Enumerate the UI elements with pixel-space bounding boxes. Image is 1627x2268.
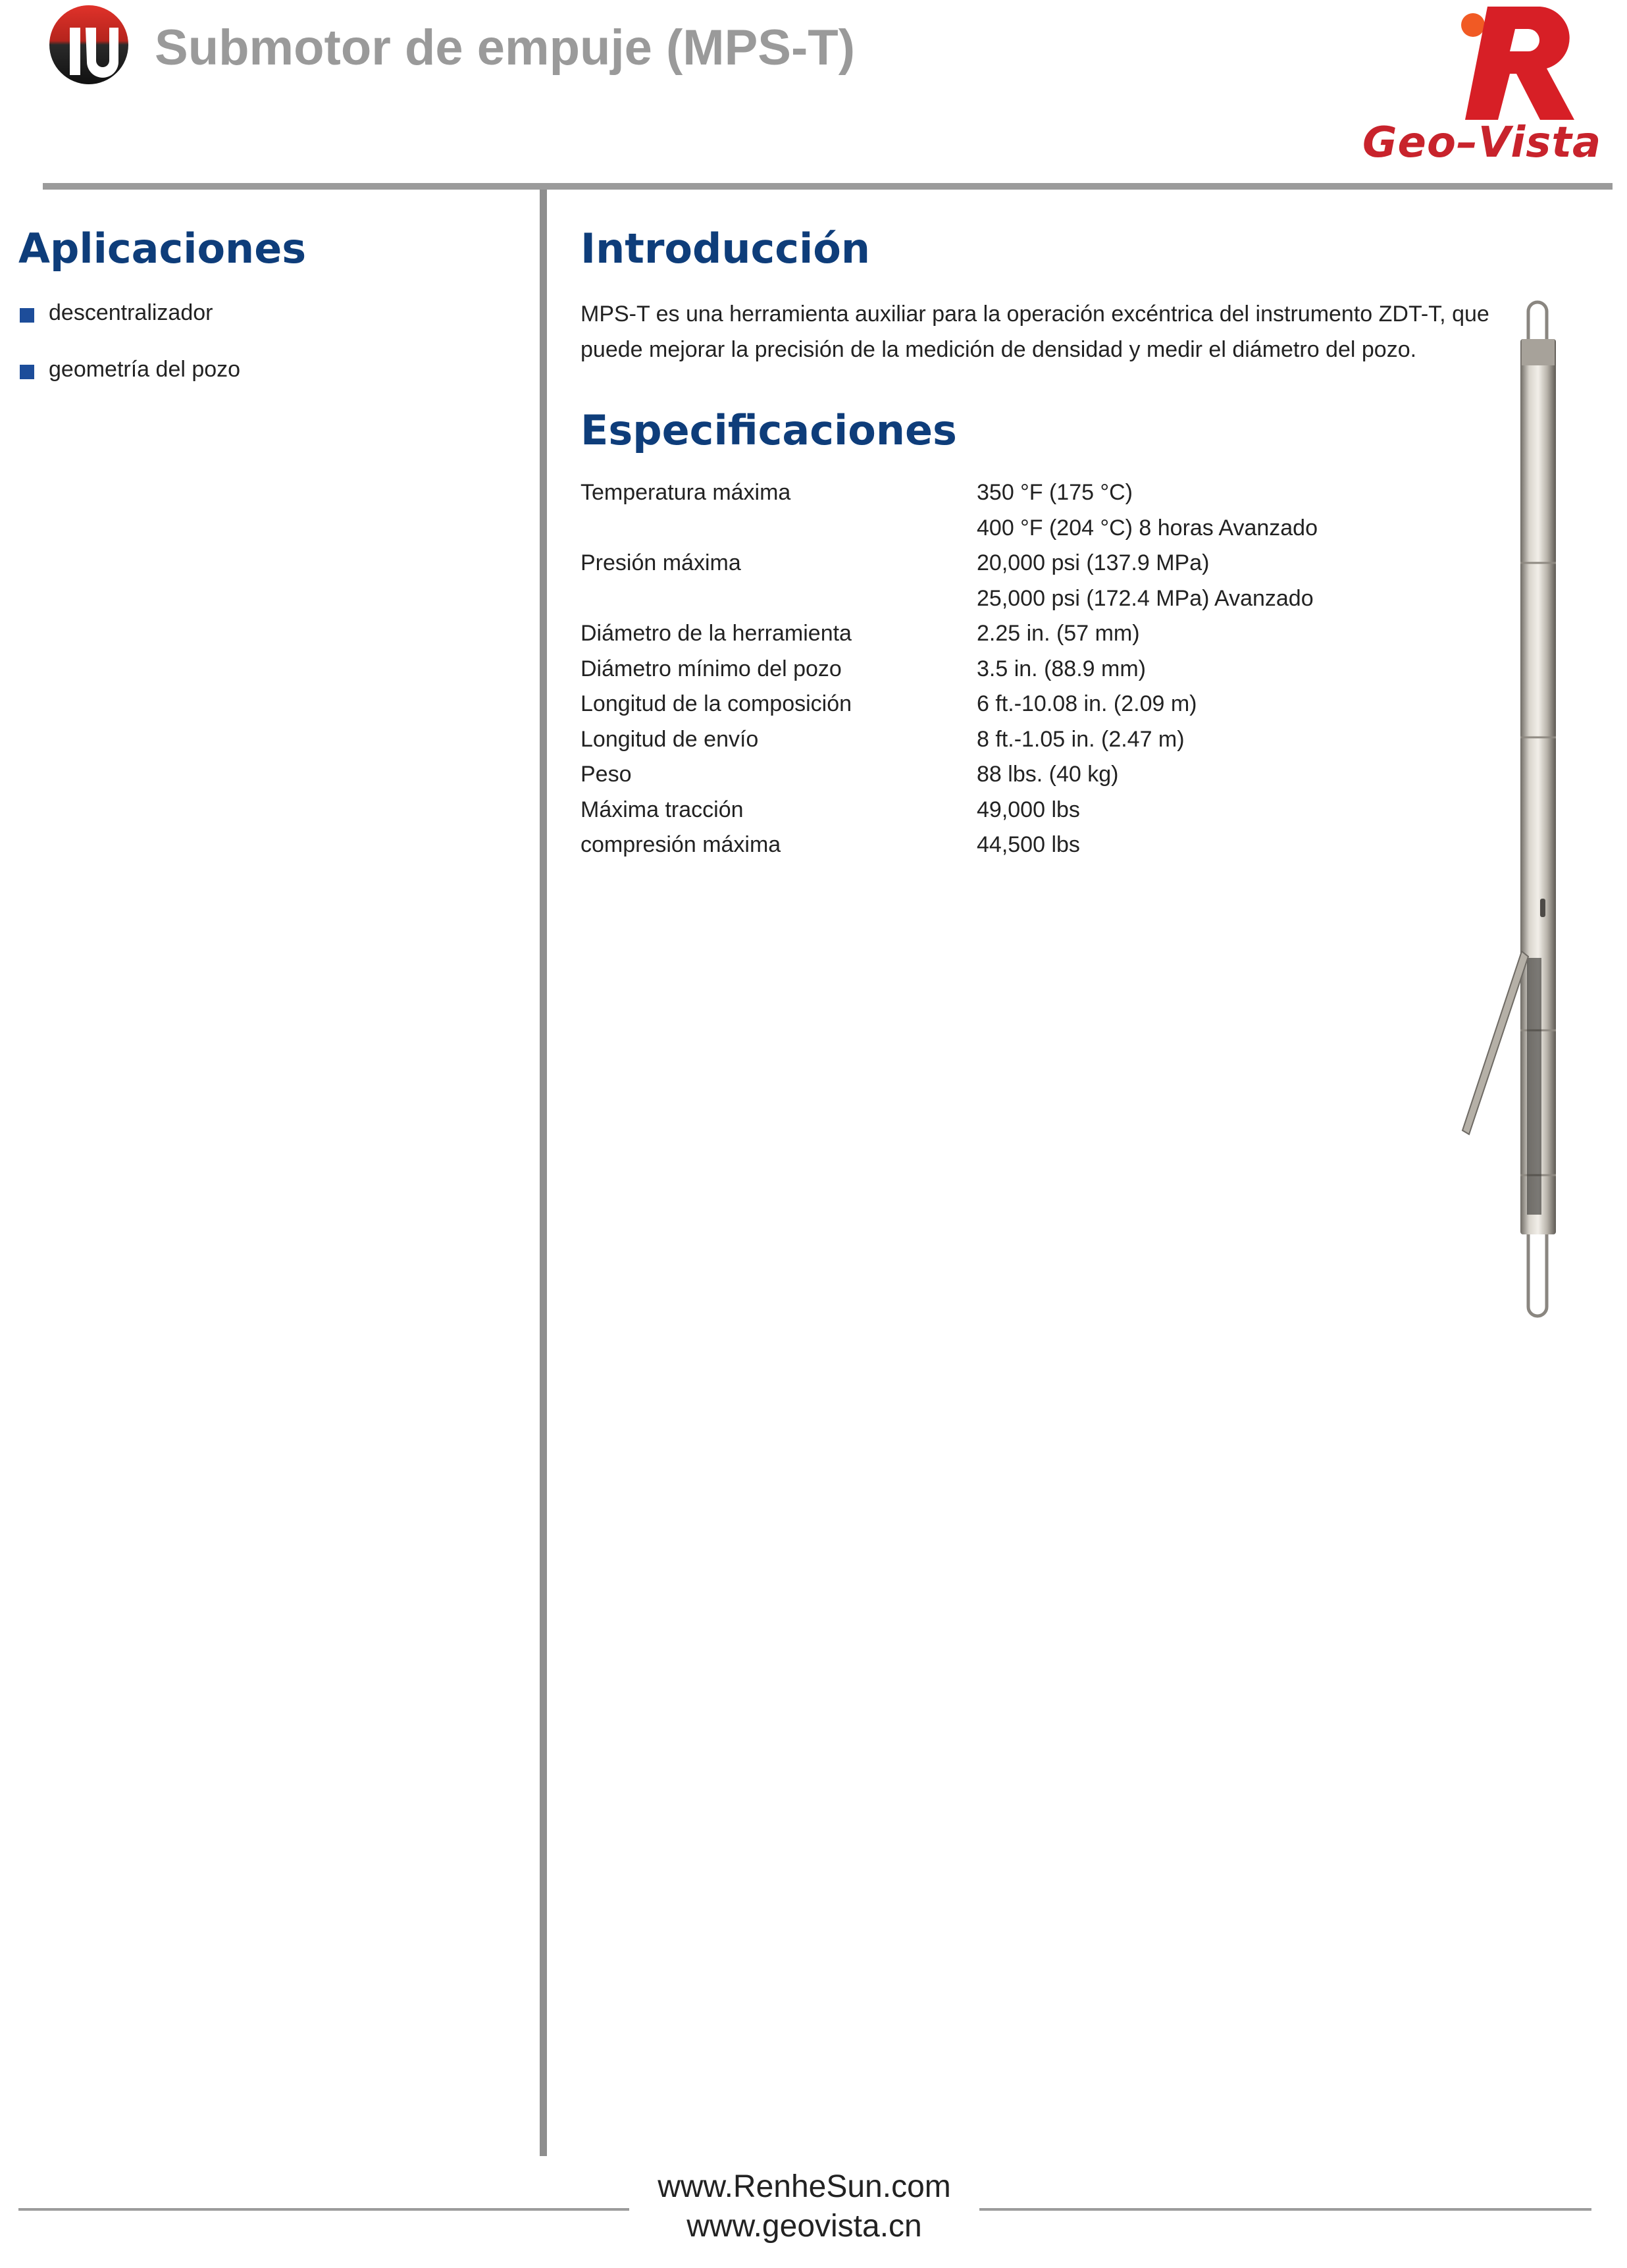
spec-label: Presión máxima	[581, 550, 741, 575]
square-bullet-icon	[20, 308, 34, 323]
spec-value: 25,000 psi (172.4 MPa) Avanzado	[977, 585, 1314, 611]
footer-link-renhesun[interactable]: www.RenheSun.com	[658, 2169, 951, 2204]
page-title: Submotor de empuje (MPS-T)	[155, 20, 855, 76]
footer-link-geovista[interactable]: www.geovista.cn	[686, 2209, 922, 2244]
spec-label	[581, 511, 977, 546]
spec-value: 49,000 lbs	[977, 797, 1080, 822]
geo-vista-logo	[1349, 0, 1626, 171]
list-item	[18, 353, 240, 409]
spec-value: 3.5 in. (88.9 mm)	[977, 656, 1146, 681]
specifications-table	[581, 475, 1436, 863]
spec-value: 8 ft.-1.05 in. (2.47 m)	[977, 726, 1185, 752]
spec-label: Máxima tracción	[581, 797, 744, 822]
spec-label: Diámetro de la herramienta	[581, 621, 852, 646]
spec-row	[581, 652, 1436, 687]
header-divider	[43, 183, 1613, 190]
column-divider	[540, 190, 547, 2156]
spec-value: 6 ft.-10.08 in. (2.09 m)	[977, 691, 1197, 716]
spec-row	[581, 828, 1436, 863]
spec-row	[581, 511, 1436, 546]
spec-row	[581, 757, 1436, 793]
spec-row	[581, 687, 1436, 722]
applications-list	[18, 296, 240, 409]
spec-value: 88 lbs. (40 kg)	[977, 762, 1119, 787]
spec-value: 350 °F (175 °C)	[977, 480, 1133, 505]
spec-value: 2.25 in. (57 mm)	[977, 621, 1140, 646]
geo-vista-r-icon	[1428, 0, 1613, 125]
spec-row	[581, 793, 1436, 828]
footer-divider-right	[979, 2208, 1591, 2211]
spec-row	[581, 722, 1436, 758]
spec-value: 20,000 psi (137.9 MPa)	[977, 550, 1210, 575]
spec-row	[581, 546, 1436, 581]
spec-label: compresión máxima	[581, 832, 781, 857]
spec-label	[581, 581, 977, 617]
spec-row	[581, 616, 1436, 652]
spec-label: Peso	[581, 762, 632, 787]
spec-label: Temperatura máxima	[581, 480, 791, 505]
spec-label: Diámetro mínimo del pozo	[581, 656, 842, 681]
applications-heading: Aplicaciones	[18, 224, 307, 273]
spec-row	[581, 581, 1436, 617]
list-item-label: descentralizador	[49, 300, 213, 325]
footer-divider-left	[18, 2208, 629, 2211]
spec-label: Longitud de envío	[581, 726, 759, 752]
introduction-text: MPS-T es una herramienta auxiliar para la operación excéntrica del instrumento ZDT-T, que puede mejorar la precisión de la medición de densidad y medir el diámetro del pozo.	[581, 302, 1489, 362]
spec-label: Longitud de la composición	[581, 691, 852, 716]
tool-image	[1441, 300, 1560, 1327]
spec-row	[581, 475, 1436, 511]
spec-value: 44,500 lbs	[977, 832, 1080, 857]
brand-name: Geo–Vista	[1362, 119, 1602, 167]
spec-value: 400 °F (204 °C) 8 horas Avanzado	[977, 515, 1318, 541]
specifications-heading: Especificaciones	[581, 406, 957, 454]
square-bullet-icon	[20, 365, 34, 379]
renhesun-logo-icon	[46, 1, 132, 87]
list-item	[18, 296, 240, 353]
introduction-heading: Introducción	[581, 224, 871, 273]
list-item-label: geometría del pozo	[49, 357, 241, 382]
